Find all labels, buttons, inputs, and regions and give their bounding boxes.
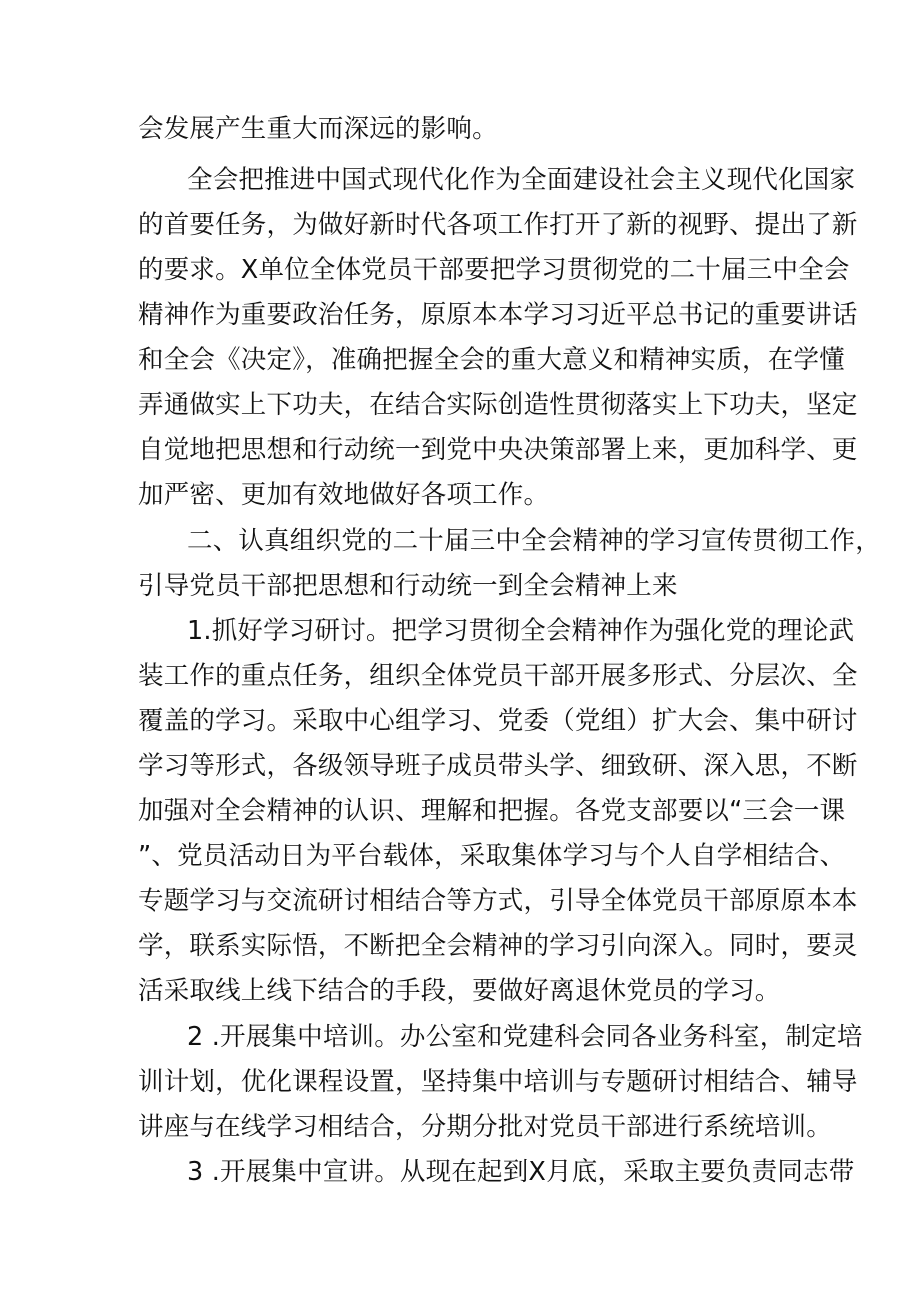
paragraph-start-line: 1.抓好学习研讨。把学习贯彻全会精神作为强化党的理论武 xyxy=(187,616,855,646)
text-line: 精神作为重要政治任务，原原本本学习习近平总书记的重要讲话 xyxy=(138,300,858,330)
text-line: 专题学习与交流研讨相结合等方式，引导全体党员干部原原本本 xyxy=(138,886,858,916)
text-line: 学习等形式，各级领导班子成员带头学、细致研、深入思，不断 xyxy=(138,751,858,781)
text-line: 的要求。X单位全体党员干部要把学习贯彻党的二十届三中全会 xyxy=(138,255,850,285)
text-line: 会发展产生重大而深远的影响。 xyxy=(138,114,498,144)
text-line: 讲座与在线学习相结合，分期分批对党员干部进行系统培训。 xyxy=(138,1112,832,1142)
text-line: 弄通做实上下功夫，在结合实际创造性贯彻落实上下功夫，坚定 xyxy=(138,390,858,420)
text-line: 训计划，优化课程设置，坚持集中培训与专题研讨相结合、辅导 xyxy=(138,1067,858,1097)
paragraph-start-line: 全会把推进中国式现代化作为全面建设社会主义现代化国家 xyxy=(187,165,856,195)
text-line: 活采取线上线下结合的手段，要做好离退休党员的学习。 xyxy=(138,976,781,1006)
text-line: ”、党员活动日为平台载体，采取集体学习与个人自学相结合、 xyxy=(138,841,846,871)
paragraph-start-line: 3 .开展集中宣讲。从现在起到X月底，采取主要负责同志带 xyxy=(187,1157,855,1187)
text-line: 和全会《决定》，准确把握全会的重大意义和精神实质，在学懂 xyxy=(138,345,845,375)
text-line: 加严密、更加有效地做好各项工作。 xyxy=(138,480,550,510)
text-line: 学，联系实际悟，不断把全会精神的学习引向深入。同时，要灵 xyxy=(138,931,858,961)
text-line: 装工作的重点任务，组织全体党员干部开展多形式、分层次、全 xyxy=(138,661,858,691)
text-line: 加强对全会精神的认识、理解和把握。各党支部要以“三会一课 xyxy=(138,796,846,826)
text-line: 自觉地把思想和行动统一到党中央决策部署上来，更加科学、更 xyxy=(138,435,858,465)
section-heading-line: 引导党员干部把思想和行动统一到全会精神上来 xyxy=(138,571,678,601)
section-heading-line: 二、认真组织党的二十届三中全会精神的学习宣传贯彻工作， xyxy=(187,526,881,556)
text-line: 的首要任务，为做好新时代各项工作打开了新的视野、提出了新 xyxy=(138,210,858,240)
text-line: 覆盖的学习。采取中心组学习、党委（党组）扩大会、集中研讨 xyxy=(138,706,858,736)
paragraph-start-line: 2 .开展集中培训。办公室和党建科会同各业务科室，制定培 xyxy=(187,1022,863,1052)
